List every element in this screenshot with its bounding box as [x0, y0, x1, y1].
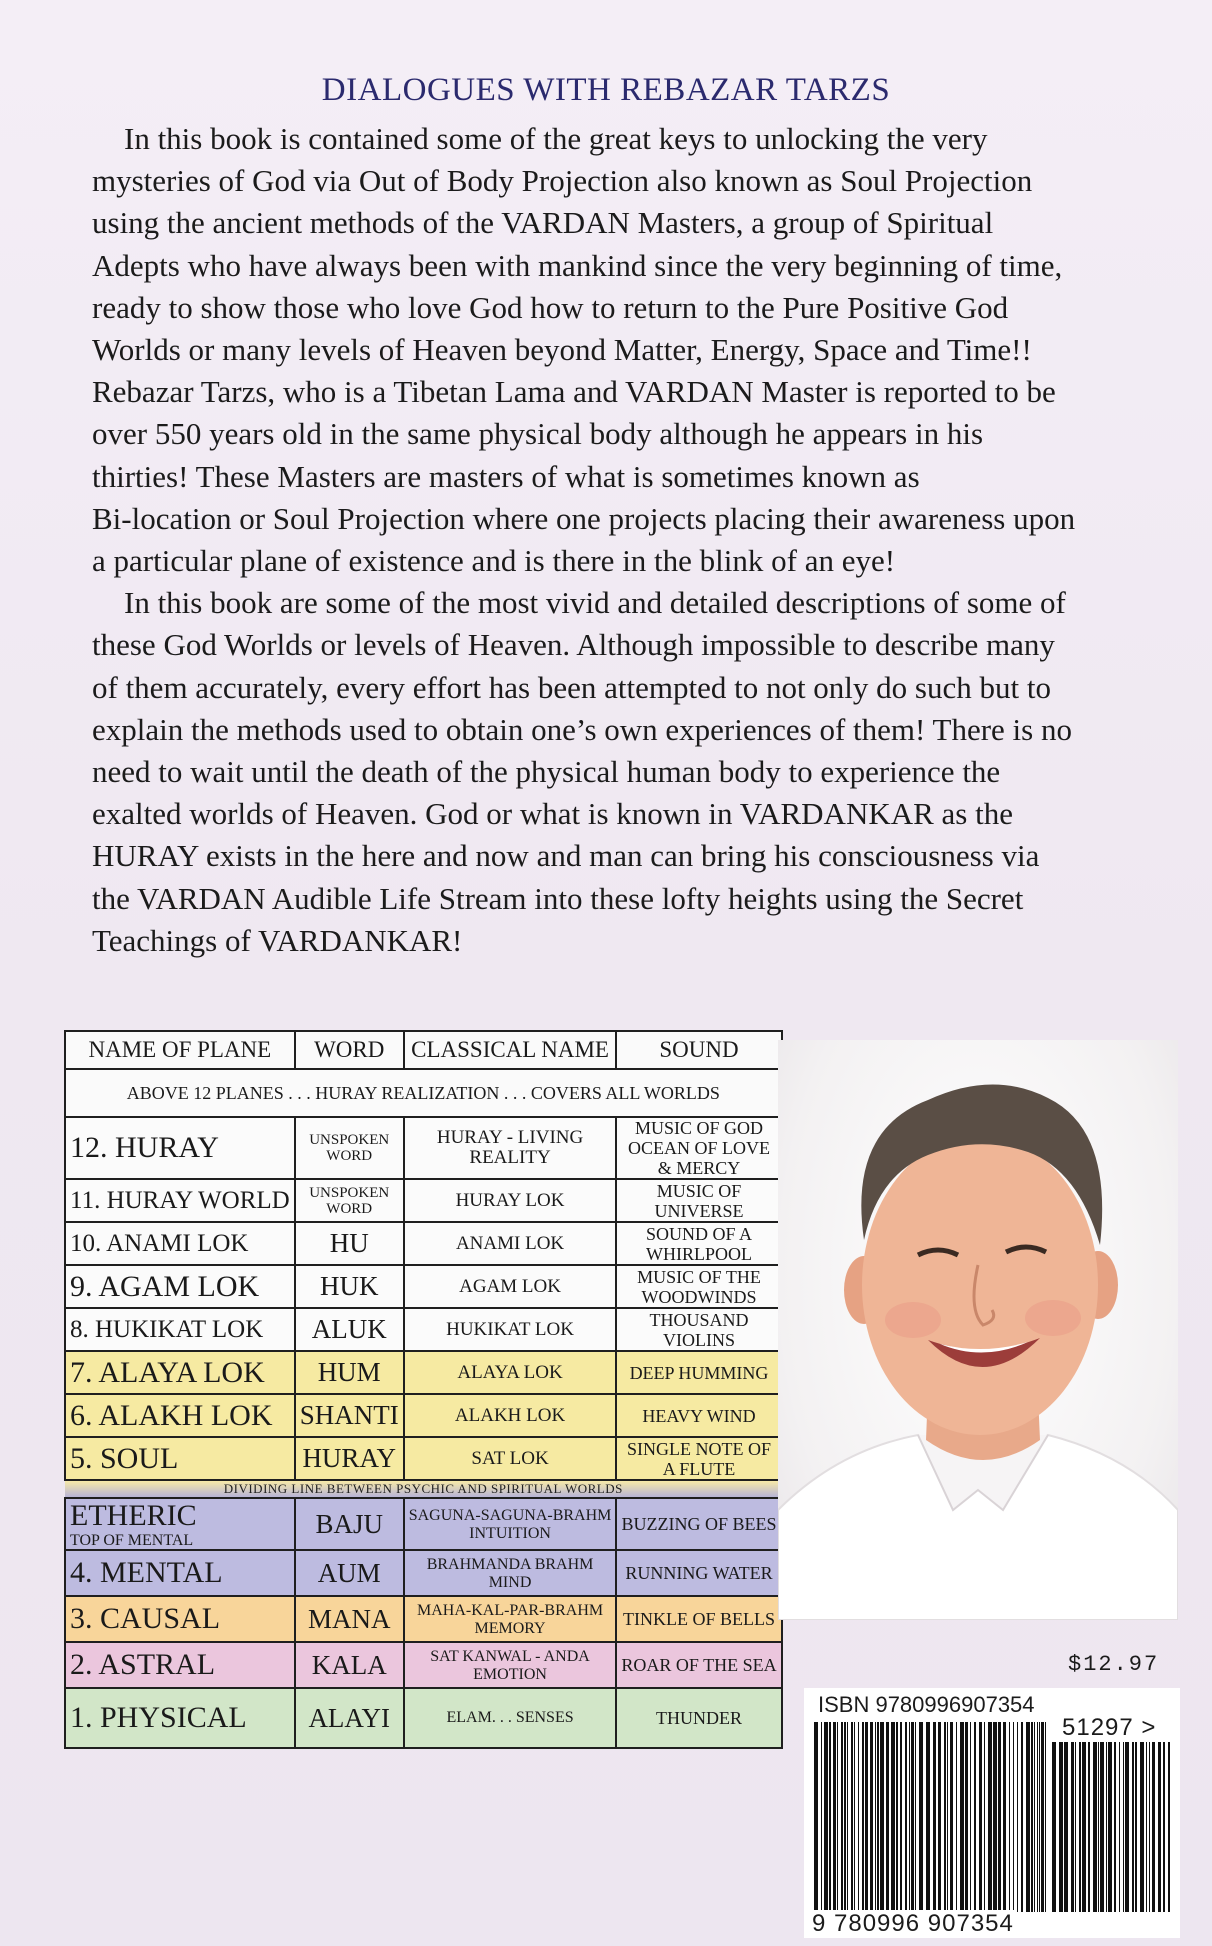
planes-table: [64, 1030, 783, 1749]
plane-word-text: HUM: [317, 1357, 381, 1387]
barcode-bar: [950, 1722, 953, 1912]
barcode-bar: [984, 1722, 985, 1912]
barcode-bar: [1108, 1742, 1112, 1912]
isbn-number: ISBN 9780996907354: [818, 1692, 1035, 1717]
blurb-line: In this book are some of the most vivid and detailed descriptions of some of: [124, 585, 1066, 621]
plane-classical-subtext: INTUITION: [469, 1525, 551, 1542]
plane-name-text: 7. ALAYA LOK: [70, 1355, 265, 1389]
barcode-bar: [993, 1722, 997, 1912]
plane-sound: [616, 1550, 781, 1596]
plane-word: [295, 1688, 404, 1748]
barcode-bar: [919, 1722, 923, 1912]
plane-word: [295, 1265, 404, 1308]
barcode-bar: [865, 1722, 868, 1912]
barcode-bar: [854, 1722, 855, 1912]
plane-word-text: BAJU: [315, 1508, 383, 1539]
plane-sound: [616, 1308, 781, 1351]
plane-name-text: 1. PHYSICAL: [70, 1701, 247, 1734]
header-sound: SOUND: [616, 1031, 781, 1069]
blurb-line: ready to show those who love God how to return to the Pure Positive God: [92, 289, 1009, 325]
plane-classical: [404, 1265, 617, 1308]
plane-sound-text: SOUND OF A WHIRLPOOL: [645, 1223, 752, 1264]
barcode-bar: [1093, 1742, 1097, 1912]
plane-sound-text: BUZZING OF BEES: [621, 1514, 777, 1534]
plane-classical: [404, 1117, 617, 1179]
plane-sound: [616, 1688, 781, 1748]
plane-sound-text: HEAVY WIND: [642, 1405, 756, 1426]
plane-row: [65, 1437, 782, 1480]
barcode-bar: [1135, 1742, 1137, 1912]
barcode-bar: [1152, 1742, 1155, 1912]
plane-classical-text: SAT KANWAL - ANDA: [430, 1648, 590, 1665]
above-planes-row: [65, 1069, 782, 1117]
barcode-bar: [911, 1722, 914, 1912]
barcode-bar: [1071, 1742, 1074, 1912]
plane-word: [295, 1394, 404, 1437]
plane-classical: [404, 1351, 617, 1394]
blurb-line: mysteries of God via Out of Body Projection also known as Soul Projection: [92, 163, 1033, 199]
addon-barcode-bars: [1052, 1742, 1170, 1926]
plane-sound: [616, 1222, 781, 1265]
book-blurb: [92, 118, 1172, 962]
blurb-line: exalted worlds of Heaven. God or what is known in VARDANKAR as the: [92, 796, 1013, 832]
plane-row: [65, 1308, 782, 1351]
barcode-bar: [1125, 1742, 1129, 1912]
price-label: $12.97: [1068, 1652, 1160, 1677]
barcode-bar: [974, 1722, 976, 1912]
blurb-line: explain the methods used to obtain one’s own experiences of them! There is no: [92, 711, 1072, 747]
price-addon-code: 51297 >: [1062, 1714, 1157, 1741]
barcode-bar: [979, 1722, 982, 1912]
plane-classical-subtext: EMOTION: [473, 1666, 547, 1683]
barcode-bar: [1059, 1742, 1063, 1912]
plane-row: [65, 1550, 782, 1596]
plane-name: [65, 1265, 295, 1308]
plane-classical-text: BRAHMANDA BRAHM: [426, 1556, 594, 1573]
barcode-bar: [844, 1722, 846, 1912]
plane-classical-text: HURAY LOK: [455, 1189, 565, 1211]
barcode-bar: [824, 1722, 828, 1912]
plane-row: [65, 1117, 782, 1179]
barcode-bar: [1034, 1722, 1035, 1912]
barcode-bar: [970, 1722, 971, 1912]
barcode-bar: [998, 1722, 1001, 1912]
plane-sound-text: MUSIC OF UNIVERSE: [654, 1180, 744, 1221]
plane-sound-text: THOUSAND VIOLINS: [649, 1309, 749, 1350]
plane-name: [65, 1437, 295, 1480]
barcode-bar: [933, 1722, 936, 1912]
plane-sound: [616, 1437, 781, 1480]
barcode-bar: [1037, 1722, 1038, 1912]
barcode-bar: [851, 1722, 853, 1912]
plane-row: [65, 1596, 782, 1642]
plane-name-text: 11. HURAY WORLD: [70, 1186, 290, 1214]
barcode-bar: [1064, 1742, 1068, 1912]
barcode-bar: [956, 1722, 957, 1912]
plane-word-text: UNSPOKEN WORD: [309, 1132, 390, 1164]
blurb-line: HURAY exists in the here and now and man can bring his consciousness via: [92, 838, 1040, 874]
barcode-bar: [837, 1722, 838, 1912]
plane-sound-text: DEEP HUMMING: [629, 1362, 769, 1383]
plane-word: [295, 1117, 404, 1179]
barcode-bar: [909, 1722, 910, 1912]
barcode-bar: [1119, 1742, 1120, 1912]
blurb-line: a particular plane of existence and is there in the blink of an eye!: [92, 543, 896, 579]
plane-row: [65, 1642, 782, 1688]
ean-barcode-bars: [814, 1722, 1049, 1926]
plane-row: [65, 1394, 782, 1437]
plane-word-text: ALAYI: [308, 1702, 390, 1733]
blurb-line: thirties! These Masters are masters of what is sometimes known as: [92, 458, 920, 494]
plane-classical: [404, 1308, 617, 1351]
barcode-bar: [938, 1722, 941, 1912]
plane-name-text: 5. SOUL: [70, 1441, 179, 1475]
barcode-bar: [1088, 1742, 1090, 1912]
blurb-line: Bi-location or Soul Projection where one projects placing their awareness upon: [92, 500, 1076, 536]
barcode-bar: [1013, 1722, 1014, 1912]
divider-text: DIVIDING LINE BETWEEN PSYCHIC AND SPIRITUAL WORLDS: [65, 1480, 782, 1498]
plane-word-text: MANA: [307, 1603, 391, 1634]
plane-classical-text: AGAM LOK: [459, 1275, 561, 1297]
blurb-line: these God Worlds or levels of Heaven. Although impossible to describe many: [92, 627, 1055, 663]
blurb-line: over 550 years old in the same physical body although he appears in his: [92, 416, 984, 452]
author-photo: [778, 1040, 1178, 1620]
barcode-bar: [915, 1722, 916, 1912]
blurb-line: Adepts who have always been with mankind since the very beginning of time,: [92, 247, 1063, 283]
plane-classical-text: SAGUNA-SAGUNA-BRAHM: [408, 1507, 612, 1524]
plane-classical-text: ALAKH LOK: [454, 1404, 566, 1426]
plane-classical-text: HURAY - LIVING REALITY: [436, 1127, 584, 1168]
plane-classical-text: SAT LOK: [471, 1447, 549, 1469]
barcode-bar: [841, 1722, 843, 1912]
barcode-bar: [886, 1722, 889, 1912]
plane-sound: [616, 1498, 781, 1550]
header-name-of-plane: NAME OF PLANE: [65, 1031, 295, 1069]
barcode-bar: [1045, 1722, 1046, 1912]
barcode-bar: [1100, 1742, 1104, 1912]
plane-sound-text: ROAR OF THE SEA: [621, 1655, 777, 1675]
plane-word-text: AUM: [317, 1557, 381, 1588]
ean-digits: 9 780996 907354: [812, 1910, 1014, 1937]
plane-classical: [404, 1179, 617, 1222]
barcode-bar: [1146, 1742, 1147, 1912]
barcode-bar: [1003, 1722, 1006, 1912]
plane-name: [65, 1351, 295, 1394]
plane-classical-text: ELAM. . . SENSES: [446, 1709, 574, 1726]
plane-classical: [404, 1688, 617, 1748]
plane-classical-text: ANAMI LOK: [455, 1232, 565, 1254]
barcode-bar: [1158, 1742, 1161, 1912]
divider-row: [65, 1480, 782, 1498]
plane-row: [65, 1498, 782, 1550]
plane-classical: [404, 1222, 617, 1265]
plane-word-text: HU: [329, 1228, 369, 1258]
barcode-bar: [965, 1722, 968, 1912]
barcode-bar: [1082, 1742, 1086, 1912]
plane-word: [295, 1351, 404, 1394]
barcode-bar: [1140, 1742, 1144, 1912]
author-portrait-image: [778, 1040, 1178, 1620]
plane-sound-text: RUNNING WATER: [625, 1563, 773, 1583]
plane-row: [65, 1265, 782, 1308]
plane-name: [65, 1179, 295, 1222]
plane-name: [65, 1642, 295, 1688]
plane-name-text: 4. MENTAL: [70, 1556, 223, 1589]
plane-name-subtext: TOP OF MENTAL: [70, 1532, 194, 1549]
plane-name-text: 2. ASTRAL: [70, 1648, 216, 1681]
barcode-bar: [1009, 1722, 1010, 1912]
plane-sound: [616, 1596, 781, 1642]
barcode-bar: [1163, 1742, 1165, 1912]
plane-row: [65, 1222, 782, 1265]
plane-name-text: 3. CAUSAL: [70, 1602, 221, 1635]
blurb-line: using the ancient methods of the VARDAN Masters, a group of Spiritual: [92, 205, 994, 241]
barcode-bar: [1123, 1742, 1124, 1912]
plane-word: [295, 1642, 404, 1688]
plane-name: [65, 1550, 295, 1596]
plane-name: [65, 1117, 295, 1179]
plane-word-text: HURAY: [302, 1443, 396, 1473]
plane-name: [65, 1394, 295, 1437]
plane-name: [65, 1596, 295, 1642]
plane-classical: [404, 1498, 617, 1550]
barcode-bar: [900, 1722, 902, 1912]
plane-sound: [616, 1179, 781, 1222]
blurb-line: Teachings of VARDANKAR!: [92, 922, 463, 958]
plane-sound: [616, 1265, 781, 1308]
plane-sound: [616, 1394, 781, 1437]
barcode-bar: [1017, 1722, 1018, 1912]
barcode-bar: [1106, 1742, 1107, 1912]
barcode-bar: [905, 1722, 907, 1912]
book-title: DIALOGUES WITH REBAZAR TARZS: [321, 72, 891, 108]
barcode-bar: [1132, 1742, 1134, 1912]
barcode-bar: [891, 1722, 895, 1912]
plane-name: [65, 1308, 295, 1351]
plane-row: [65, 1179, 782, 1222]
plane-name-text: 10. ANAMI LOK: [70, 1229, 249, 1257]
barcode-bar: [858, 1722, 859, 1912]
table-header-row: [65, 1031, 782, 1069]
plane-classical-text: MAHA-KAL-PAR-BRAHM: [417, 1602, 604, 1619]
plane-sound-text: SINGLE NOTE OF A FLUTE: [626, 1438, 771, 1479]
plane-classical-text: HUKIKAT LOK: [446, 1318, 574, 1340]
plane-word: [295, 1550, 404, 1596]
barcode-bar: [821, 1722, 822, 1912]
barcode-bar: [960, 1722, 964, 1912]
barcode-bar: [926, 1722, 930, 1912]
barcode-bar: [944, 1722, 946, 1912]
plane-word: [295, 1222, 404, 1265]
plane-classical-subtext: MEMORY: [474, 1620, 546, 1637]
plane-row: [65, 1351, 782, 1394]
plane-classical-subtext: MIND: [488, 1574, 532, 1591]
above-planes-text: ABOVE 12 PLANES . . . HURAY REALIZATION . . . COVERS ALL WORLDS: [65, 1069, 782, 1117]
barcode-bar: [1114, 1742, 1116, 1912]
barcode-bar: [880, 1722, 884, 1912]
plane-name-text: 8. HUKIKAT LOK: [70, 1315, 264, 1343]
plane-sound: [616, 1117, 781, 1179]
barcode-bar: [833, 1722, 836, 1912]
barcode-bar: [1149, 1742, 1150, 1912]
barcode-bar: [1075, 1742, 1076, 1912]
barcode-bar: [847, 1722, 848, 1912]
blurb-line: of them accurately, every effort has been attempted to not only do such but to: [92, 669, 1051, 705]
barcode-bar: [1052, 1742, 1056, 1912]
plane-classical: [404, 1550, 617, 1596]
header-classical-name: CLASSICAL NAME: [404, 1031, 617, 1069]
barcode-bar: [814, 1722, 818, 1912]
plane-word: [295, 1308, 404, 1351]
barcode-bar: [947, 1722, 948, 1912]
plane-sound-text: MUSIC OF GOD OCEAN OF LOVE & MERCY: [627, 1118, 770, 1178]
blurb-line: In this book is contained some of the great keys to unlocking the very: [124, 121, 988, 156]
plane-word-text: UNSPOKEN WORD: [309, 1184, 390, 1217]
plane-word: [295, 1498, 404, 1550]
plane-name-text: 6. ALAKH LOK: [70, 1398, 273, 1432]
barcode-bar: [875, 1722, 876, 1912]
blurb-line: the VARDAN Audible Life Stream into these lofty heights using the Secret: [92, 880, 1024, 916]
plane-word: [295, 1596, 404, 1642]
plane-name-text: 12. HURAY: [70, 1131, 219, 1164]
plane-name: [65, 1498, 295, 1550]
plane-name: [65, 1222, 295, 1265]
plane-word-text: SHANTI: [299, 1400, 399, 1430]
plane-sound-text: THUNDER: [655, 1708, 742, 1728]
blurb-line: Worlds or many levels of Heaven beyond Matter, Energy, Space and Time!!: [92, 332, 1032, 368]
barcode-bar: [877, 1722, 879, 1912]
barcode-bar: [862, 1722, 864, 1912]
barcode-bar: [896, 1722, 898, 1912]
plane-sound-text: MUSIC OF THE WOODWINDS: [637, 1266, 761, 1307]
barcode-bar: [870, 1722, 873, 1912]
plane-word-text: HUK: [319, 1271, 379, 1301]
barcode-bar: [1079, 1742, 1081, 1912]
plane-name: [65, 1688, 295, 1748]
plane-sound: [616, 1642, 781, 1688]
isbn-barcode: [804, 1688, 1180, 1938]
barcode-bar: [1168, 1742, 1170, 1912]
plane-word-text: ALUK: [311, 1314, 387, 1344]
barcode-bar: [1041, 1722, 1044, 1912]
barcode-bar: [1026, 1722, 1030, 1912]
plane-sound-text: TINKLE OF BELLS: [622, 1609, 775, 1629]
plane-classical: [404, 1437, 617, 1480]
blurb-line: need to wait until the death of the physical human body to experience the: [92, 754, 1001, 790]
header-word: WORD: [295, 1031, 404, 1069]
plane-classical: [404, 1394, 617, 1437]
barcode-bar: [1039, 1722, 1040, 1912]
plane-sound: [616, 1351, 781, 1394]
plane-classical-text: ALAYA LOK: [457, 1361, 563, 1383]
plane-row: [65, 1688, 782, 1748]
plane-word: [295, 1179, 404, 1222]
plane-classical: [404, 1642, 617, 1688]
barcode-bar: [829, 1722, 831, 1912]
barcode-bar: [1098, 1742, 1099, 1912]
blurb-line: Rebazar Tarzs, who is a Tibetan Lama and VARDAN Master is reported to be: [92, 374, 1056, 410]
barcode-bar: [1031, 1722, 1033, 1912]
plane-word: [295, 1437, 404, 1480]
plane-name-text: ETHERIC: [70, 1499, 197, 1532]
barcode-bar: [1021, 1722, 1023, 1912]
plane-word-text: KALA: [311, 1649, 387, 1680]
barcode-bar: [988, 1722, 992, 1912]
plane-classical: [404, 1596, 617, 1642]
plane-name-text: 9. AGAM LOK: [70, 1269, 260, 1303]
